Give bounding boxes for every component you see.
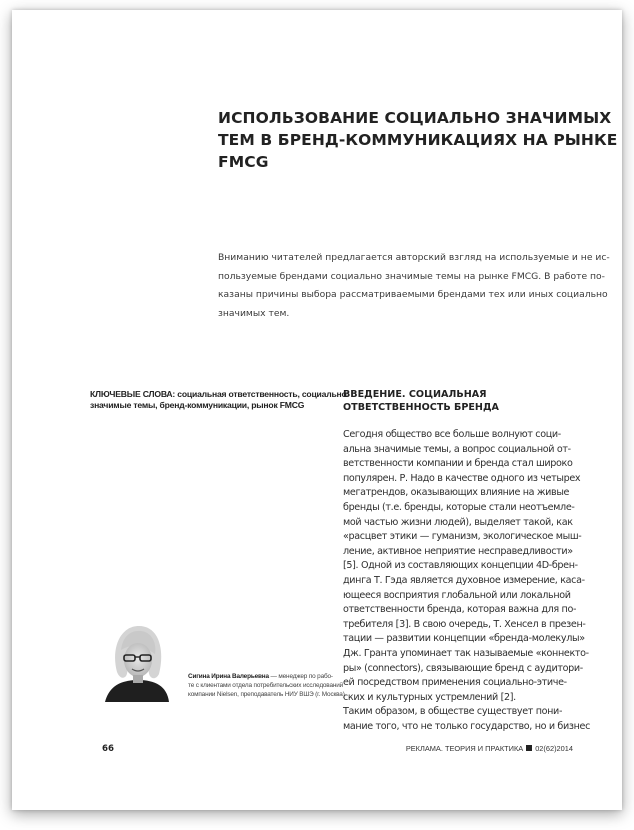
journal-name: РЕКЛАМА. ТЕОРИЯ И ПРАКТИКА	[405, 744, 524, 753]
body-line: «расцвет этики — гуманизм, экологическое мыш-	[343, 531, 582, 543]
body-line: мой частью жизни людей), выделяет такой, как	[343, 516, 573, 528]
author-portrait-icon	[103, 620, 170, 702]
journal-footer	[406, 744, 573, 753]
abstract	[218, 249, 610, 323]
title-line: ИСПОЛЬЗОВАНИЕ СОЦИАЛЬНО ЗНАЧИМЫХ	[218, 109, 612, 127]
body-line: Сегодня общество все больше волнуют соци-	[343, 429, 561, 440]
body-line: Дж. Гранта упоминает так называемые «коннекто-	[343, 647, 589, 659]
keywords-line: КЛЮЧЕВЫЕ СЛОВА: социальная ответственность, социально	[90, 389, 347, 399]
section-heading-line: ОТВЕТСТВЕННОСТЬ БРЕНДА	[343, 401, 499, 413]
body-line: альна значимые темы, а вопрос социальной от-	[343, 443, 571, 455]
body-line: ответственности бренда, которая важна для по-	[343, 604, 577, 616]
abstract-line: пользуемые брендами социально значимые темы на рынке FMCG. В работе по-	[218, 270, 605, 282]
body-line: [5]. Одной из составляющих концепции 4D-брен-	[343, 560, 578, 572]
body-line: ветственности компании и бренда стал широко	[343, 458, 573, 470]
body-line: ских и культурных устремлений [2].	[343, 691, 516, 703]
keywords	[90, 389, 347, 411]
journal-page	[12, 10, 622, 810]
body-line: требителя [3]. В свою очередь, Т. Хенсел в презен-	[343, 618, 586, 630]
body-line: мание того, что не только государство, но и бизнес	[343, 720, 591, 732]
author-photo	[103, 620, 170, 702]
body-line: динга Т. Гэда является духовное измерение, каса-	[343, 574, 585, 586]
body-line: Таким образом, в обществе существует пони-	[343, 706, 563, 718]
section-heading	[343, 389, 593, 414]
body-line: ей посредством применения социально-этиче-	[343, 677, 567, 689]
author-bio-line: те с клиентами отдела потребительских исследований	[188, 682, 344, 689]
title-line: FMCG	[218, 153, 269, 171]
abstract-line: значимых тем.	[218, 307, 290, 319]
journal-issue: 02(62)2014	[535, 744, 573, 753]
abstract-line: Вниманию читателей предлагается авторский взгляд на используемые и не ис-	[218, 252, 610, 263]
square-bullet-icon	[526, 745, 532, 751]
author-bio-line: компании Nielsen, преподаватель НИУ ВШЭ (г. Москва)	[188, 691, 345, 698]
body-line: бренды (т.е. бренды, которые стали неотъемле-	[343, 501, 575, 513]
body-line: тации — развитии концепции «бренда-молекулы»	[343, 633, 585, 645]
body-line: ющееся восприятия глобальной или локальной	[343, 589, 571, 601]
body-line: ры» (connectors), связывающие бренд с аудитори-	[343, 662, 583, 674]
author-name: Сигина Ирина Валерьевна	[188, 673, 269, 680]
section-heading-line: ВВЕДЕНИЕ. СОЦИАЛЬНАЯ	[343, 389, 487, 400]
body-line: мегатрендов, оказывающих влияние на живые	[343, 487, 570, 499]
keywords-line: значимые темы, бренд-коммуникации, рынок FMCG	[90, 400, 305, 410]
abstract-line: казаны причины выбора рассматриваемыми брендами тех или иных социально	[218, 289, 608, 300]
author-bio	[188, 672, 348, 699]
page-number: 66	[102, 744, 114, 754]
article-title	[218, 107, 618, 173]
title-line: ТЕМ В БРЕНД-КОММУНИКАЦИЯХ НА РЫНКЕ	[218, 131, 618, 149]
author-bio-line: — менеджер по рабо-	[268, 673, 333, 680]
body-line: ление, активное неприятие несправедливости»	[343, 545, 573, 557]
body-text	[343, 428, 591, 734]
body-line: популярен. Р. Надо в качестве одного из четырех	[343, 472, 581, 484]
